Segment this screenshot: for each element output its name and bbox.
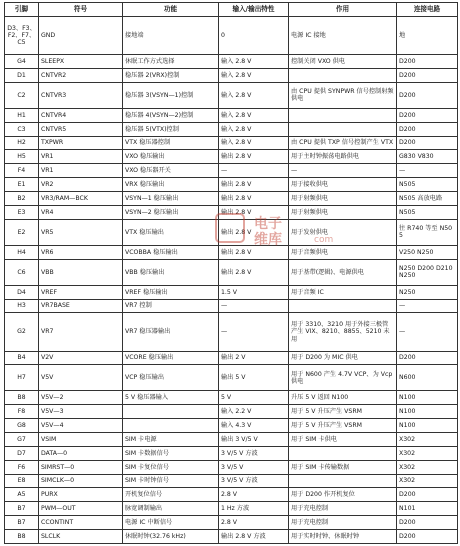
cell-io: 输入 2.8 V — [219, 55, 289, 69]
cell-function: VREF 稳压输出 — [123, 285, 219, 299]
cell-io: 2.8 V — [219, 488, 289, 502]
cell-symbol: SLCLK — [39, 530, 123, 544]
cell-io: 3 V/5 V 方波 — [219, 446, 289, 460]
cell-circuit: X302 — [397, 460, 458, 474]
cell-pin: A5 — [5, 488, 39, 502]
cell-circuit: D200 — [397, 488, 458, 502]
cell-symbol: VR7BASE — [39, 299, 123, 313]
table-row — [5, 245, 458, 259]
table-row — [5, 474, 458, 488]
cell-pin: H1 — [5, 108, 39, 122]
cell-role: 用于主时钟振荡电路供电 — [289, 150, 397, 164]
cell-circuit: X302 — [397, 446, 458, 460]
cell-role — [289, 446, 397, 460]
cell-pin: F6 — [5, 460, 39, 474]
cell-role: 用于 3310、3210 用于外接三极管产生 VIX、8210、8855、5210 未用 — [289, 313, 397, 351]
cell-pin: H5 — [5, 150, 39, 164]
cell-function — [123, 419, 219, 433]
cell-role: 用于音频供电 — [289, 245, 397, 259]
cell-io: 输出 2.8 V — [219, 150, 289, 164]
cell-role: 用于 D200 为 MIC 供电 — [289, 351, 397, 365]
cell-circuit: — — [397, 164, 458, 178]
cell-circuit: 地 — [397, 17, 458, 55]
cell-circuit: N250 — [397, 285, 458, 299]
cell-symbol: GND — [39, 17, 123, 55]
cell-circuit: D200 — [397, 55, 458, 69]
cell-symbol: CNTVR3 — [39, 82, 123, 108]
cell-symbol: CNTVR5 — [39, 122, 123, 136]
cell-function: VCP 稳压输出 — [123, 365, 219, 391]
header-io: 输入/输出特性 — [219, 3, 289, 17]
watermark-line2: 维库 — [254, 232, 282, 248]
cell-role: 用于 5 V 升压产生 VSRM — [289, 419, 397, 433]
cell-function: 休眠工作方式选择 — [123, 55, 219, 69]
cell-function: SIM 卡数据信号 — [123, 446, 219, 460]
cell-io: 1.5 V — [219, 285, 289, 299]
cell-io: 输出 2 V — [219, 351, 289, 365]
cell-io: 输出 2.8 V — [219, 245, 289, 259]
cell-symbol: VR1 — [39, 150, 123, 164]
cell-circuit: D200 — [397, 69, 458, 83]
cell-role — [289, 474, 397, 488]
cell-pin: H7 — [5, 365, 39, 391]
cell-symbol: VR7 — [39, 313, 123, 351]
cell-symbol: PURX — [39, 488, 123, 502]
cell-circuit: N505 高放电路 — [397, 192, 458, 206]
cell-symbol: CNTVR4 — [39, 108, 123, 122]
cell-io: — — [219, 164, 289, 178]
cell-function: 休眠时钟(32.76 kHz) — [123, 530, 219, 544]
cell-circuit: D200 — [397, 530, 458, 544]
cell-symbol: VREF — [39, 285, 123, 299]
table-row — [5, 205, 458, 219]
cell-role: 用于 N600 产生 4.7V VCP、为 Vcp 供电 — [289, 365, 397, 391]
cell-pin: E3 — [5, 205, 39, 219]
cell-symbol: SLEEPX — [39, 55, 123, 69]
cell-symbol: V5V—4 — [39, 419, 123, 433]
cell-io: 输入 2.8 V — [219, 136, 289, 150]
cell-io: 0 — [219, 17, 289, 55]
cell-function: 开机复位信号 — [123, 488, 219, 502]
header-role: 作用 — [289, 3, 397, 17]
cell-role: 用于射频供电 — [289, 205, 397, 219]
table-row — [5, 69, 458, 83]
cell-symbol: V5V—2 — [39, 391, 123, 405]
cell-function: SIM 卡复位信号 — [123, 460, 219, 474]
cell-role: 用于实时时钟、休眠时钟 — [289, 530, 397, 544]
table-row — [5, 365, 458, 391]
cell-io: 输出 2.8 V — [219, 219, 289, 245]
cell-function: VCOBBA 稳压输出 — [123, 245, 219, 259]
table-row — [5, 446, 458, 460]
cell-pin: B8 — [5, 530, 39, 544]
cell-io: 输入 2.2 V — [219, 405, 289, 419]
cell-circuit: D200 — [397, 82, 458, 108]
cell-pin: F8 — [5, 405, 39, 419]
header-circuit: 连接电路 — [397, 3, 458, 17]
cell-circuit: N505 — [397, 205, 458, 219]
cell-pin: E8 — [5, 474, 39, 488]
cell-function: VXO 稳压输出 — [123, 150, 219, 164]
cell-function: SIM 卡电源 — [123, 433, 219, 447]
table-row — [5, 516, 458, 530]
cell-function — [123, 405, 219, 419]
cell-io: — — [219, 313, 289, 351]
table-header-row — [5, 3, 458, 17]
cell-io: 输出 2.8 V — [219, 259, 289, 285]
cell-function: 电源 IC 中断信号 — [123, 516, 219, 530]
cell-circuit: D200 — [397, 351, 458, 365]
cell-pin: G4 — [5, 55, 39, 69]
cell-role: — — [289, 164, 397, 178]
cell-function: VBB 稳压输出 — [123, 259, 219, 285]
cell-function: 稳压器 5(VTX)控制 — [123, 122, 219, 136]
cell-role: 电源 IC 接地 — [289, 17, 397, 55]
cell-function: 脉宽调制输出 — [123, 502, 219, 516]
cell-symbol: VR6 — [39, 245, 123, 259]
cell-circuit: D200 — [397, 136, 458, 150]
table-row — [5, 351, 458, 365]
table-row — [5, 219, 458, 245]
table-row — [5, 530, 458, 544]
watermark-sub: com — [314, 235, 334, 245]
cell-function: VTX 稳压器控制 — [123, 136, 219, 150]
cell-circuit: N250 D200 D210 N250 — [397, 259, 458, 285]
cell-pin: H4 — [5, 245, 39, 259]
header-pin: 引脚 — [5, 3, 39, 17]
cell-role: 用于音频 IC — [289, 285, 397, 299]
cell-symbol: V5V—3 — [39, 405, 123, 419]
cell-io: 输出 2.8 V — [219, 205, 289, 219]
cell-pin: D1 — [5, 69, 39, 83]
cell-circuit: N101 — [397, 502, 458, 516]
cell-io: 输入 2.8 V — [219, 69, 289, 83]
cell-symbol: DATA—0 — [39, 446, 123, 460]
cell-role — [289, 299, 397, 313]
cell-symbol: SIMRST—0 — [39, 460, 123, 474]
cell-function: VSYN—1 稳压输出 — [123, 192, 219, 206]
cell-role: 用于 SIM 卡供电 — [289, 433, 397, 447]
table-row — [5, 285, 458, 299]
cell-role: 用于射频供电 — [289, 192, 397, 206]
cell-function: 5 V 稳压器输入 — [123, 391, 219, 405]
table-row — [5, 259, 458, 285]
cell-pin: C2 — [5, 82, 39, 108]
cell-symbol: VR1 — [39, 164, 123, 178]
cell-pin: F4 — [5, 164, 39, 178]
cell-function: VTX 稳压输出 — [123, 219, 219, 245]
cell-pin: G8 — [5, 419, 39, 433]
cell-function: VXO 稳压器开关 — [123, 164, 219, 178]
cell-pin: C3 — [5, 122, 39, 136]
cell-role: 用于充电控制 — [289, 516, 397, 530]
pin-function-table — [4, 2, 458, 544]
cell-function: 稳压器 3(VSYN—1)控制 — [123, 82, 219, 108]
cell-function: VR7 稳压器输出 — [123, 313, 219, 351]
cell-io: 输出 2.8 V 方波 — [219, 530, 289, 544]
cell-pin: C6 — [5, 259, 39, 285]
table-row — [5, 82, 458, 108]
cell-symbol: TXPWR — [39, 136, 123, 150]
cell-circuit: D200 — [397, 516, 458, 530]
cell-circuit: 往 R740 等至 N505 — [397, 219, 458, 245]
cell-symbol: VSIM — [39, 433, 123, 447]
table-row — [5, 164, 458, 178]
cell-function: VR7 控制 — [123, 299, 219, 313]
cell-pin: H2 — [5, 136, 39, 150]
cell-circuit: X302 — [397, 474, 458, 488]
cell-io: 3 V/5 V — [219, 460, 289, 474]
table-row — [5, 299, 458, 313]
cell-function: VCORE 稳压输出 — [123, 351, 219, 365]
table-row — [5, 55, 458, 69]
cell-role: 用于基带(逻辑)、电源供电 — [289, 259, 397, 285]
cell-role: 用于接收供电 — [289, 178, 397, 192]
pin-function-table-page — [4, 2, 457, 544]
cell-pin: H3 — [5, 299, 39, 313]
watermark-line1: 电子 — [254, 216, 282, 232]
cell-symbol: PWM—OUT — [39, 502, 123, 516]
cell-circuit: N100 — [397, 419, 458, 433]
cell-circuit: N100 — [397, 405, 458, 419]
cell-role: 用于 SIM 卡传输数据 — [289, 460, 397, 474]
cell-function: 接地端 — [123, 17, 219, 55]
table-row — [5, 419, 458, 433]
cell-io: 输出 5 V — [219, 365, 289, 391]
table-row — [5, 136, 458, 150]
cell-pin: G2 — [5, 313, 39, 351]
header-function: 功能 — [123, 3, 219, 17]
cell-circuit: G830 V830 — [397, 150, 458, 164]
cell-function: 稳压器 2(VRX)控制 — [123, 69, 219, 83]
cell-circuit: V250 N250 — [397, 245, 458, 259]
cell-role: 由 CPU 提供 SYNPWR 信号控制射频供电 — [289, 82, 397, 108]
cell-role: 用于 D200 作开机复位 — [289, 488, 397, 502]
cell-role: 用于发射供电 — [289, 219, 397, 245]
cell-role: 由 CPU 提供 TXP 信号控制产生 VTX — [289, 136, 397, 150]
cell-io: 1 Hz 方波 — [219, 502, 289, 516]
cell-pin: B8 — [5, 391, 39, 405]
cell-pin: B2 — [5, 192, 39, 206]
cell-io: 输出 3 V/5 V — [219, 433, 289, 447]
header-symbol: 符号 — [39, 3, 123, 17]
table-row — [5, 460, 458, 474]
cell-pin: B4 — [5, 351, 39, 365]
table-row — [5, 178, 458, 192]
cell-role: 用于 5 V 升压产生 VSRM — [289, 405, 397, 419]
cell-symbol: SIMCLK—0 — [39, 474, 123, 488]
table-row — [5, 405, 458, 419]
cell-circuit: D200 — [397, 108, 458, 122]
cell-pin: E1 — [5, 178, 39, 192]
table-body — [5, 17, 458, 544]
cell-function: 稳压器 4(VSYN—2)控制 — [123, 108, 219, 122]
cell-io: 输出 2.8 V — [219, 192, 289, 206]
table-row — [5, 192, 458, 206]
cell-function: SIM 卡时钟信号 — [123, 474, 219, 488]
table-row — [5, 313, 458, 351]
cell-role: 用于充电控制 — [289, 502, 397, 516]
cell-symbol: VR5 — [39, 219, 123, 245]
cell-circuit: D200 — [397, 122, 458, 136]
cell-pin: D7 — [5, 446, 39, 460]
cell-role: 升压 5 V 返回 N100 — [289, 391, 397, 405]
cell-role — [289, 108, 397, 122]
cell-symbol: CCONTINT — [39, 516, 123, 530]
cell-symbol: V5V — [39, 365, 123, 391]
cell-pin: E2 — [5, 219, 39, 245]
cell-circuit: N505 — [397, 178, 458, 192]
cell-io: 输入 2.8 V — [219, 108, 289, 122]
table-row — [5, 433, 458, 447]
cell-symbol: VBB — [39, 259, 123, 285]
cell-role: 控制关闭 VXO 供电 — [289, 55, 397, 69]
table-row — [5, 391, 458, 405]
table-row — [5, 108, 458, 122]
cell-pin: D4 — [5, 285, 39, 299]
cell-io: 3 V/5 V 方波 — [219, 474, 289, 488]
table-row — [5, 488, 458, 502]
cell-io: — — [219, 299, 289, 313]
cell-io: 输入 2.8 V — [219, 82, 289, 108]
cell-circuit: — — [397, 313, 458, 351]
cell-io: 5 V — [219, 391, 289, 405]
cell-symbol: V2V — [39, 351, 123, 365]
cell-circuit: X302 — [397, 433, 458, 447]
table-row — [5, 502, 458, 516]
cell-io: 输入 4.3 V — [219, 419, 289, 433]
cell-function: VRX 稳压输出 — [123, 178, 219, 192]
cell-role — [289, 69, 397, 83]
cell-circuit: N100 — [397, 391, 458, 405]
cell-function: VSYN—2 稳压输出 — [123, 205, 219, 219]
cell-symbol: VR4 — [39, 205, 123, 219]
cell-symbol: VR2 — [39, 178, 123, 192]
cell-pin: B7 — [5, 516, 39, 530]
table-row — [5, 122, 458, 136]
cell-pin: D3、F3、F2、F7、C5 — [5, 17, 39, 55]
cell-io: 2.8 V — [219, 516, 289, 530]
table-row — [5, 17, 458, 55]
cell-symbol: CNTVR2 — [39, 69, 123, 83]
cell-io: 输出 2.8 V — [219, 178, 289, 192]
cell-role — [289, 122, 397, 136]
cell-circuit: N600 — [397, 365, 458, 391]
cell-circuit: — — [397, 299, 458, 313]
cell-pin: B7 — [5, 502, 39, 516]
table-row — [5, 150, 458, 164]
cell-io: 输入 2.8 V — [219, 122, 289, 136]
cell-pin: G7 — [5, 433, 39, 447]
cell-symbol: VR3/RAM—BCK — [39, 192, 123, 206]
